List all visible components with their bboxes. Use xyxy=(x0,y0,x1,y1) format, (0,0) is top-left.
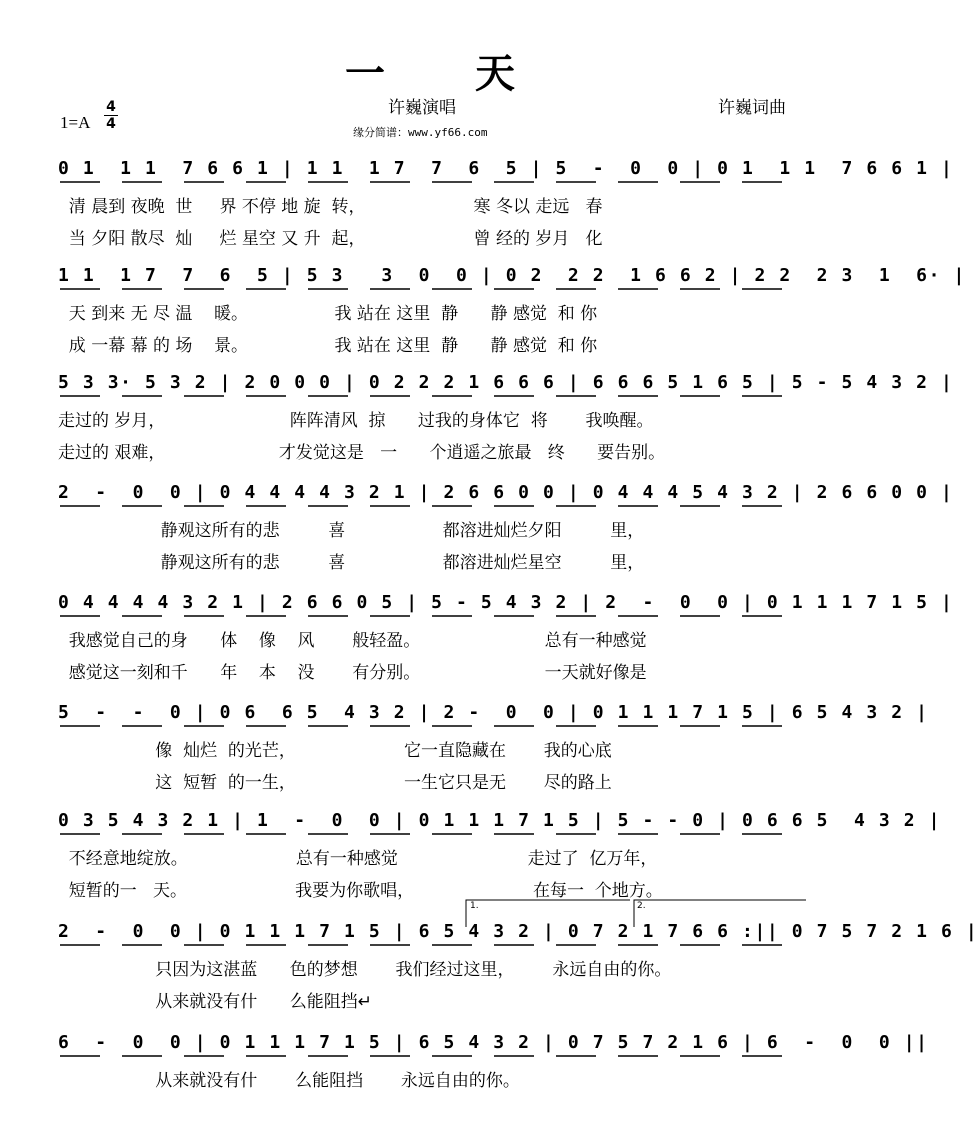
lyric-verse-1: 从来就没有什 么能阻挡 永远自由的你。 xyxy=(58,1071,520,1091)
notation-row: 0 4 4 4 4 3 2 1 | 2 6 6 0 5 | 5 - 5 4 3 2 | 2 - 0 0 | 0 1 1 1 7 1 5 | xyxy=(58,592,954,613)
lyric-verse-1: 天 到来 无 尽 温 暖。 我 站在 这里 静 静 感觉 和 你 xyxy=(58,304,598,324)
lyric-verse-1: 只因为这湛蓝 色的梦想 我们经过这里， 永远自由的你。 xyxy=(58,960,672,980)
lyric-verse-1: 像 灿烂 的光芒， 它一直隐藏在 我的心底 xyxy=(58,741,612,761)
key-signature: 1=A xyxy=(60,113,91,132)
lyric-verse-2: 走过的 艰难， 才发觉这是 一 个逍遥之旅最 终 要告别。 xyxy=(58,443,666,463)
website-credit: 缘分简谱：www.yf66.com xyxy=(353,126,488,139)
time-signature-top: 4 xyxy=(106,99,116,115)
notation-row: 1 1 1 7 7 6 5 | 5 3 3 0 0 | 0 2 2 2 1 6 6 2 | 2 2 2 3 1 6· | xyxy=(58,265,966,286)
notation-row: 5 3 3· 5 3 2 | 2 0 0 0 | 0 2 2 2 1 6 6 6 | 6 6 6 5 1 6 5 | 5 - 5 4 3 2 | xyxy=(58,372,954,393)
notation-row: 6 - 0 0 | 0 1 1 1 7 1 5 | 6 5 4 3 2 | 0 7 5 7 2 1 6 | 6 - 0 0 || xyxy=(58,1032,929,1053)
singer-credit: 许巍演唱 xyxy=(388,98,456,118)
notation-row: 0 3 5 4 3 2 1 | 1 - 0 0 | 0 1 1 1 7 1 5 | 5 - - 0 | 0 6 6 5 4 3 2 | xyxy=(58,810,942,831)
lyric-verse-2: 当 夕阳 散尽 灿 烂 星空 又 升 起， 曾 经的 岁月 化 xyxy=(58,229,603,249)
notation-row: 5 - - 0 | 0 6 6 5 4 3 2 | 2 - 0 0 | 0 1 1 1 7 1 5 | 6 5 4 3 2 | xyxy=(58,702,929,723)
notation-row: 0 1 1 1 7 6 6 1 | 1 1 1 7 7 6 5 | 5 - 0 0 | 0 1 1 1 7 6 6 1 | xyxy=(58,158,954,179)
author-credit: 许巍词曲 xyxy=(718,98,786,118)
song-title: 一 天 xyxy=(345,51,553,97)
lyric-verse-2: 这 短暂 的一生， 一生它只是无 尽的路上 xyxy=(58,773,612,793)
lyric-verse-1: 我感觉自己的身 体 像 风 般轻盈。 总有一种感觉 xyxy=(58,631,647,651)
notation-row: 2 - 0 0 | 0 1 1 1 7 1 5 | 6 5 4 3 2 | 0 7 2 1 7 6 6 :|| 0 7 5 7 2 1 6 | xyxy=(58,921,978,942)
volta-1-label: 1. xyxy=(470,901,479,911)
time-signature-bottom: 4 xyxy=(106,116,116,132)
lyric-verse-1: 不经意地绽放。 总有一种感觉 走过了 亿万年， xyxy=(58,849,658,869)
lyric-verse-2: 感觉这一刻和千 年 本 没 有分别。 一天就好像是 xyxy=(58,663,647,683)
lyric-verse-2: 短暂的一 天。 我要为你歌唱， 在每一 个地方。 xyxy=(58,881,663,901)
lyric-verse-1: 静观这所有的悲 喜 都溶进灿烂夕阳 里， xyxy=(58,521,645,541)
lyric-verse-2: 静观这所有的悲 喜 都溶进灿烂星空 里， xyxy=(58,553,645,573)
lyric-verse-1: 走过的 岁月， 阵阵清风 掠 过我的身体它 将 我唤醒。 xyxy=(58,411,654,431)
volta-2-label: 2. xyxy=(637,901,646,911)
notation-row: 2 - 0 0 | 0 4 4 4 4 3 2 1 | 2 6 6 0 0 | 0 4 4 4 5 4 3 2 | 2 6 6 0 0 | xyxy=(58,482,954,503)
lyric-verse-2: 从来就没有什 么能阻挡↵ xyxy=(58,992,372,1012)
lyric-verse-1: 清 晨到 夜晚 世 界 不停 地 旋 转， 寒 冬以 走远 春 xyxy=(58,197,603,217)
lyric-verse-2: 成 一幕 幕 的 场 景。 我 站在 这里 静 静 感觉 和 你 xyxy=(58,336,598,356)
